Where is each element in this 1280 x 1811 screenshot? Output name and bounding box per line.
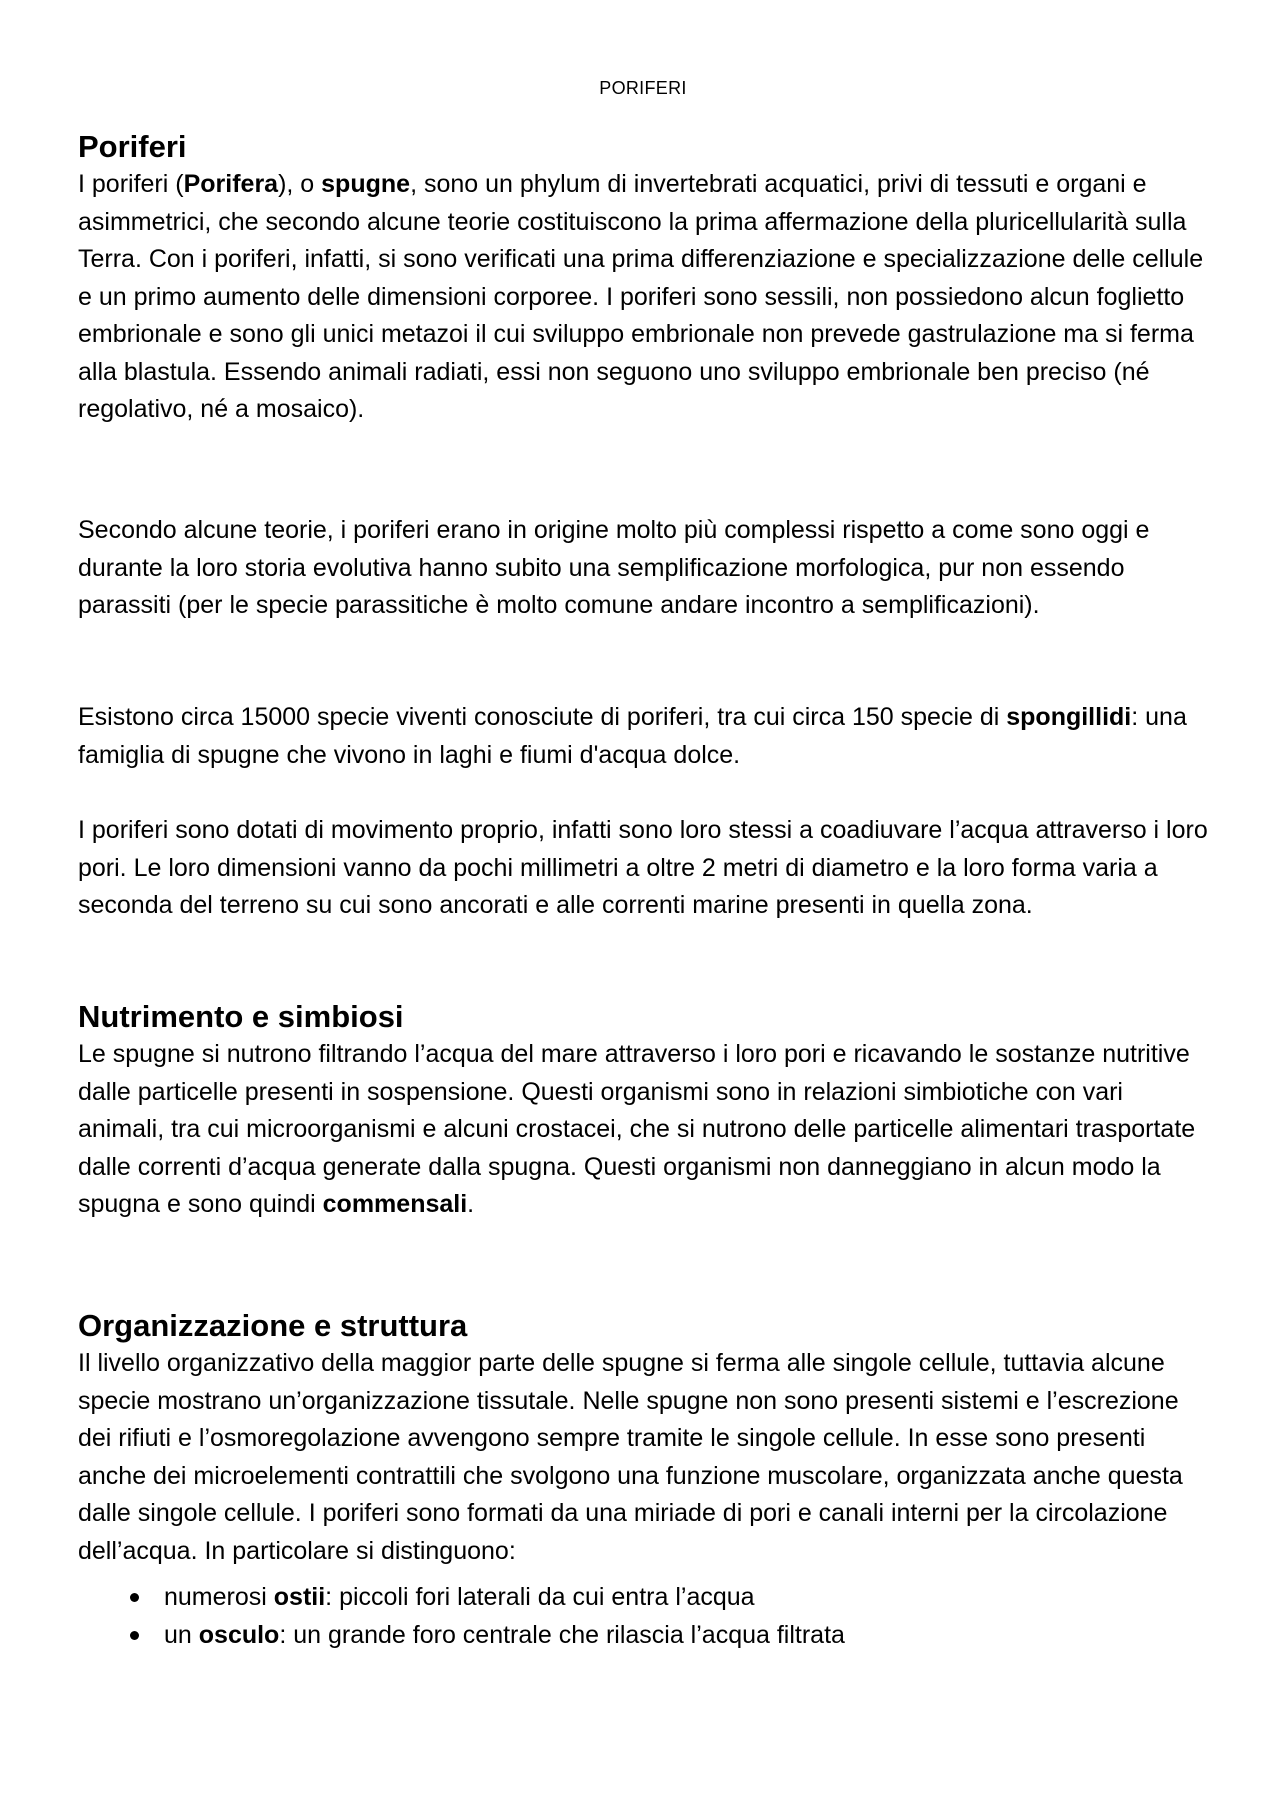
running-header: PORIFERI — [599, 78, 687, 98]
list-item — [78, 1616, 1208, 1654]
text-run: Esistono circa 15000 specie viventi conosciute di poriferi, tra cui circa 150 specie di — [78, 703, 1007, 731]
text-run: ), o — [278, 170, 322, 198]
bullet-icon — [130, 1593, 139, 1602]
bullet-list — [78, 1578, 1208, 1654]
bold-term-osculo: osculo — [198, 1621, 280, 1649]
text-run: , sono un phylum di invertebrati acquatici, privi di tessuti e organi e asimmetrici, che secondo alcune teorie costituiscono la prima affermazione della pluricellularità sulla Terra. Con i poriferi, infatti, si sono verificati una prima differenziazione e specializzazione delle cellule e un primo aumento delle dimensioni corporee. I poriferi sono sessili, non possiedono alcun foglietto embrionale e sono gli unici metazoi il cui sviluppo embrionale non prevede gastrulazione ma si ferma alla blastula. Essendo animali radiati, essi non seguono uno sviluppo embrionale ben preciso (né regolativo, né a mosaico). — [78, 170, 1204, 423]
bold-term-spugne: spugne — [321, 170, 411, 198]
paragraph-movement — [78, 812, 1208, 925]
section-title-poriferi: Poriferi — [78, 129, 187, 164]
text-run: : un grande foro centrale che rilascia l’acqua filtrata — [279, 1621, 845, 1649]
text-run: un — [164, 1621, 199, 1649]
paragraph-species — [78, 699, 1208, 774]
paragraph-text: Secondo alcune teorie, i poriferi erano in origine molto più complessi rispetto a come sono oggi e durante la loro storia evolutiva hanno subito una semplificazione morfologica, pur non essendo parassiti (per le specie parassitiche è molto comune andare incontro a semplificazioni). — [78, 516, 1150, 619]
paragraph-intro — [78, 166, 1208, 429]
paragraph-text: I poriferi sono dotati di movimento proprio, infatti sono loro stessi a coadiuvare l’acqua attraverso i loro pori. Le loro dimensioni vanno da pochi millimetri a oltre 2 metri di diametro e la loro forma varia a seconda del terreno su cui sono ancorati e alle correnti marine presenti in quella zona. — [78, 816, 1208, 919]
section-organizzazione — [78, 1307, 1208, 1654]
section-title-nutrimento: Nutrimento e simbiosi — [78, 999, 404, 1034]
text-run: I poriferi ( — [78, 170, 184, 198]
bullet-icon — [130, 1631, 139, 1640]
text-run: numerosi — [164, 1583, 274, 1611]
bold-term-porifera: Porifera — [183, 170, 279, 198]
paragraph-organization: Il livello organizzativo della maggior parte delle spugne si ferma alle singole cellule, tuttavia alcune specie mostrano un’organizzazione tissutale. Nelle spugne non sono presenti sistemi e l’escrezione dei rifiuti e l’osmoregolazione avvengono sempre tramite le singole cellule. In esse sono presenti anche dei microelementi contrattili che svolgono una funzione muscolare, organizzata anche questa dalle singole cellule. I poriferi sono formati da una miriade di pori e canali interni per la circolazione dell’acqua. In particolare si distinguono: — [78, 1349, 1183, 1565]
paragraph-nutrition — [78, 1036, 1208, 1224]
section-nutrimento — [78, 998, 1208, 1224]
bold-term-commensali: commensali — [322, 1190, 468, 1218]
text-run: : una famiglia di spugne che vivono in laghi e fiumi d'acqua dolce. — [78, 703, 1187, 769]
section-poriferi — [78, 128, 1208, 429]
section-title-organizzazione: Organizzazione e struttura — [78, 1308, 468, 1343]
bold-term-ostii: ostii — [273, 1583, 326, 1611]
paragraph-text — [78, 699, 1208, 774]
text-run: : piccoli fori laterali da cui entra l’acqua — [325, 1583, 755, 1611]
text-run: Le spugne si nutrono filtrando l’acqua del mare attraverso i loro pori e ricavando le sostanze nutritive dalle particelle presenti in sospensione. Questi organismi sono in relazioni simbiotiche con vari animali, tra cui microorganismi e alcuni crostacei, che si nutrono delle particelle alimentari trasportate dalle correnti d’acqua generate dalla spugna. Questi organismi non danneggiano in alcun modo la spugna e sono quindi — [78, 1040, 1196, 1218]
list-item — [78, 1578, 1208, 1616]
bold-term-spongillidi: spongillidi — [1006, 703, 1132, 731]
text-run: . — [467, 1190, 475, 1218]
paragraph-evolution — [78, 512, 1208, 625]
